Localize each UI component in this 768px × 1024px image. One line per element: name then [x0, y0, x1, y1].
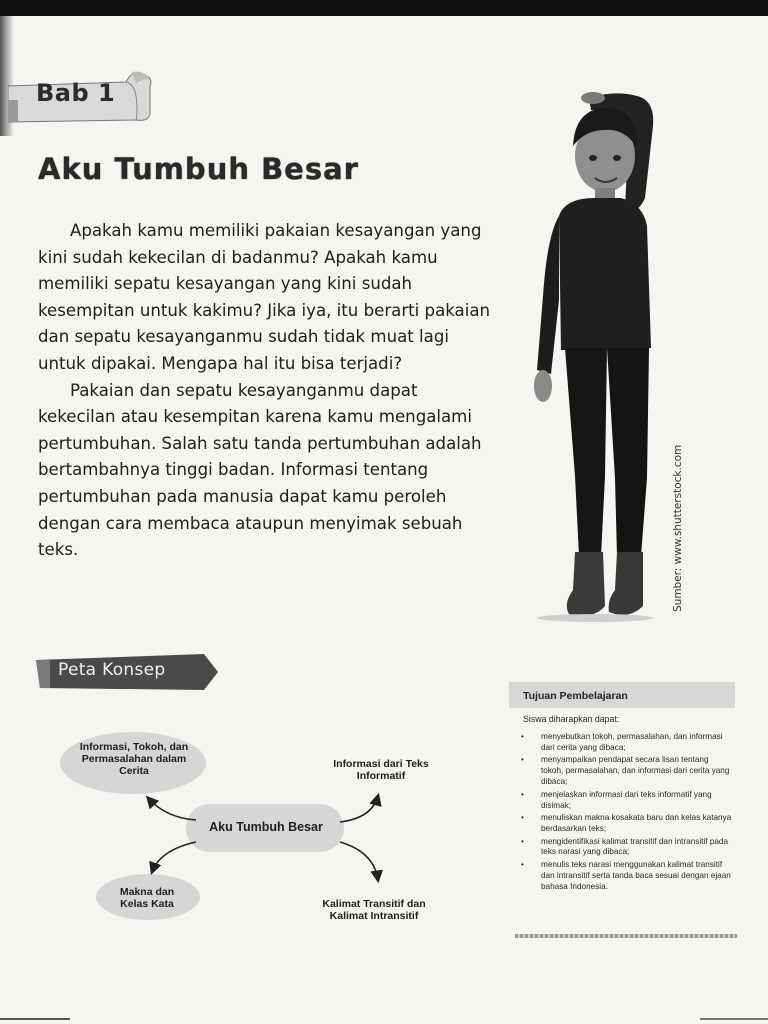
bullet-icon: • — [521, 859, 524, 869]
objective-text: menjelaskan informasi dari teks informatif yang disimak; — [541, 789, 712, 810]
scan-top-edge — [0, 0, 768, 16]
objectives-footer-rule — [515, 934, 737, 938]
chapter-title: Aku Tumbuh Besar — [38, 152, 359, 186]
boy-measuring-height-illustration — [525, 86, 665, 626]
objectives-title: Tujuan Pembelajaran — [523, 690, 628, 702]
bullet-icon: • — [521, 813, 524, 823]
intro-paragraph: Pakaian dan sepatu kesayanganmu dapat kekecilan atau kesempitan karena kamu mengalami pertumbuhan. Salah satu tanda pertumbuhan adalah bertambahnya tinggi badan. Informasi tentang pertumbuhan pada manusia dapat kamu peroleh dengan cara membaca ataupun menyimak sebuah teks. — [38, 380, 482, 560]
photo-credit: Sumber: www.shutterstock.com — [672, 444, 684, 612]
bullet-icon: • — [521, 789, 524, 799]
objective-text: mengidentifikasi kalimat transitif dan intransitif pada teks narasi yang dibaca; — [541, 836, 729, 857]
learning-objectives-box — [509, 682, 737, 940]
list-item — [519, 860, 733, 893]
page-edge-mark — [0, 1018, 70, 1020]
intro-paragraph: Apakah kamu memiliki pakaian kesayangan yang kini sudah kekecilan di badanmu? Apakah kamu memiliki sepatu kesayangan yang kini sudah kesempitan untuk kakimu? Jika iya, itu berarti pakaian dan sepatu kesayanganmu sudah tidak muat lagi untuk dipakai. Mengapa hal itu bisa terjadi? — [38, 221, 491, 373]
list-item — [519, 790, 733, 812]
objective-text: menyebutkan tokoh, permasalahan, dan informasi dari cerita yang dibaca; — [541, 732, 723, 752]
objective-text: menyampaikan pendapat secara lisan tentang tokoh, permasalahan, dan informasi dari cerita yang dibaca; — [541, 755, 730, 787]
concept-node-top-left: Informasi, Tokoh, dan Permasalahan dalam Cerita — [79, 741, 189, 777]
concept-node-top-right: Informasi dari Teks Informatif — [333, 758, 429, 782]
concept-node-bottom-right: Kalimat Transitif dan Kalimat Intransitif — [322, 898, 426, 922]
intro-text — [38, 218, 500, 564]
list-item — [519, 813, 733, 835]
objective-text: menulis teks narasi menggunakan kalimat transitif dan intransitif serta tanda baca sesuai dengan ejaan bahasa Indonesia. — [541, 859, 731, 891]
bullet-icon: • — [521, 836, 524, 846]
bullet-icon: • — [521, 732, 524, 741]
concept-node-bottom-left: Makna dan Kelas Kata — [119, 886, 175, 910]
objective-text: menuliskan makna kosakata baru dan kelas katanya berdasarkan teks; — [541, 813, 732, 834]
list-item — [519, 732, 733, 754]
concept-node-center: Aku Tumbuh Besar — [209, 820, 323, 834]
page-edge-mark — [700, 1018, 768, 1020]
objectives-intro: Siswa diharapkan dapat: — [523, 714, 620, 724]
chapter-label: Bab 1 — [36, 79, 116, 107]
concept-map-heading: Peta Konsep — [58, 660, 166, 680]
list-item — [519, 755, 733, 788]
list-item — [519, 837, 733, 859]
objectives-list — [519, 732, 733, 894]
bullet-icon: • — [521, 755, 524, 765]
